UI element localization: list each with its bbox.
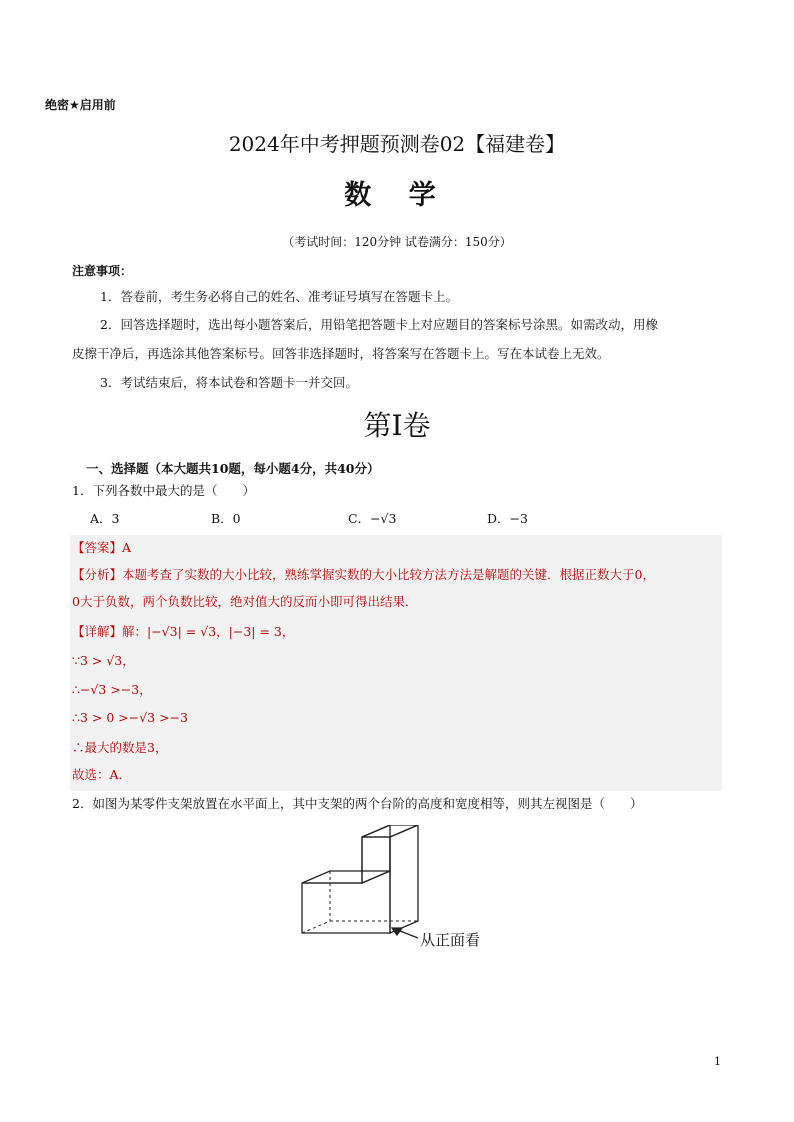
- notice-item-3: 3．考试结束后，将本试卷和答题卡一并交回。: [100, 375, 358, 390]
- q1-detail-line-5: ∴最大的数是3，: [72, 740, 168, 755]
- subject-title: 数 学: [344, 180, 450, 211]
- q1-option-d: D．−3: [487, 511, 528, 526]
- q1-detail-line-4: ∴3 > 0 >−√3 >−3: [72, 710, 188, 725]
- q1-analysis-line-1: 【分析】本题考查了实数的大小比较，熟练掌握实数的大小比较方法方法是解题的关键．根据正数大于0，: [72, 567, 655, 582]
- notice-item-1: 1．答卷前，考生务必将自己的姓名、准考证号填写在答题卡上。: [100, 289, 458, 304]
- figure-label: 从正面看: [420, 931, 481, 949]
- q2-stem: 2．如图为某零件支架放置在水平面上，其中支架的两个台阶的高度和宽度相等，则其左视图是（ ）: [72, 796, 643, 811]
- notice-item-2: 2．回答选择题时，选出每小题答案后，用铅笔把答题卡上对应题目的答案标号涂黑。如需改动，用橡: [100, 317, 658, 332]
- page-number: 1: [714, 1055, 721, 1068]
- q1-option-b: B．0: [211, 511, 241, 526]
- exam-title: 2024年中考押题预测卷02【福建卷】: [228, 132, 566, 156]
- q1-stem: 1．下列各数中最大的是（ ）: [72, 483, 255, 498]
- q1-answer: 【答案】A: [72, 540, 132, 555]
- confidential-mark: 绝密★启用前: [45, 98, 116, 112]
- notice-item-2-cont: 皮擦干净后，再选涂其他答案标号。回答非选择题时，将答案写在答题卡上。写在本试卷上无效。: [72, 346, 610, 361]
- q2-figure: [290, 825, 510, 960]
- q1-analysis-line-2: 0大于负数，两个负数比较，绝对值大的反而小即可得出结果．: [72, 594, 418, 609]
- q1-detail-line-6: 故选：A．: [72, 767, 132, 782]
- q1-detail-line-3: ∴−√3 >−3，: [72, 682, 152, 697]
- part-title: 第Ⅰ卷: [363, 409, 431, 442]
- exam-info: （考试时间：120分钟 试卷满分：150分）: [282, 235, 512, 249]
- q1-option-a: A．3: [90, 511, 120, 526]
- section-heading: 一、选择题（本大题共10题，每小题4分，共40分）: [86, 461, 380, 476]
- notice-heading: 注意事项：: [72, 264, 133, 278]
- q1-detail-line-1: 【详解】解：|−√3| = √3，|−3| = 3，: [72, 624, 295, 639]
- q1-option-c: C．−√3: [348, 511, 397, 526]
- q1-detail-line-2: ∵3 > √3，: [72, 653, 135, 668]
